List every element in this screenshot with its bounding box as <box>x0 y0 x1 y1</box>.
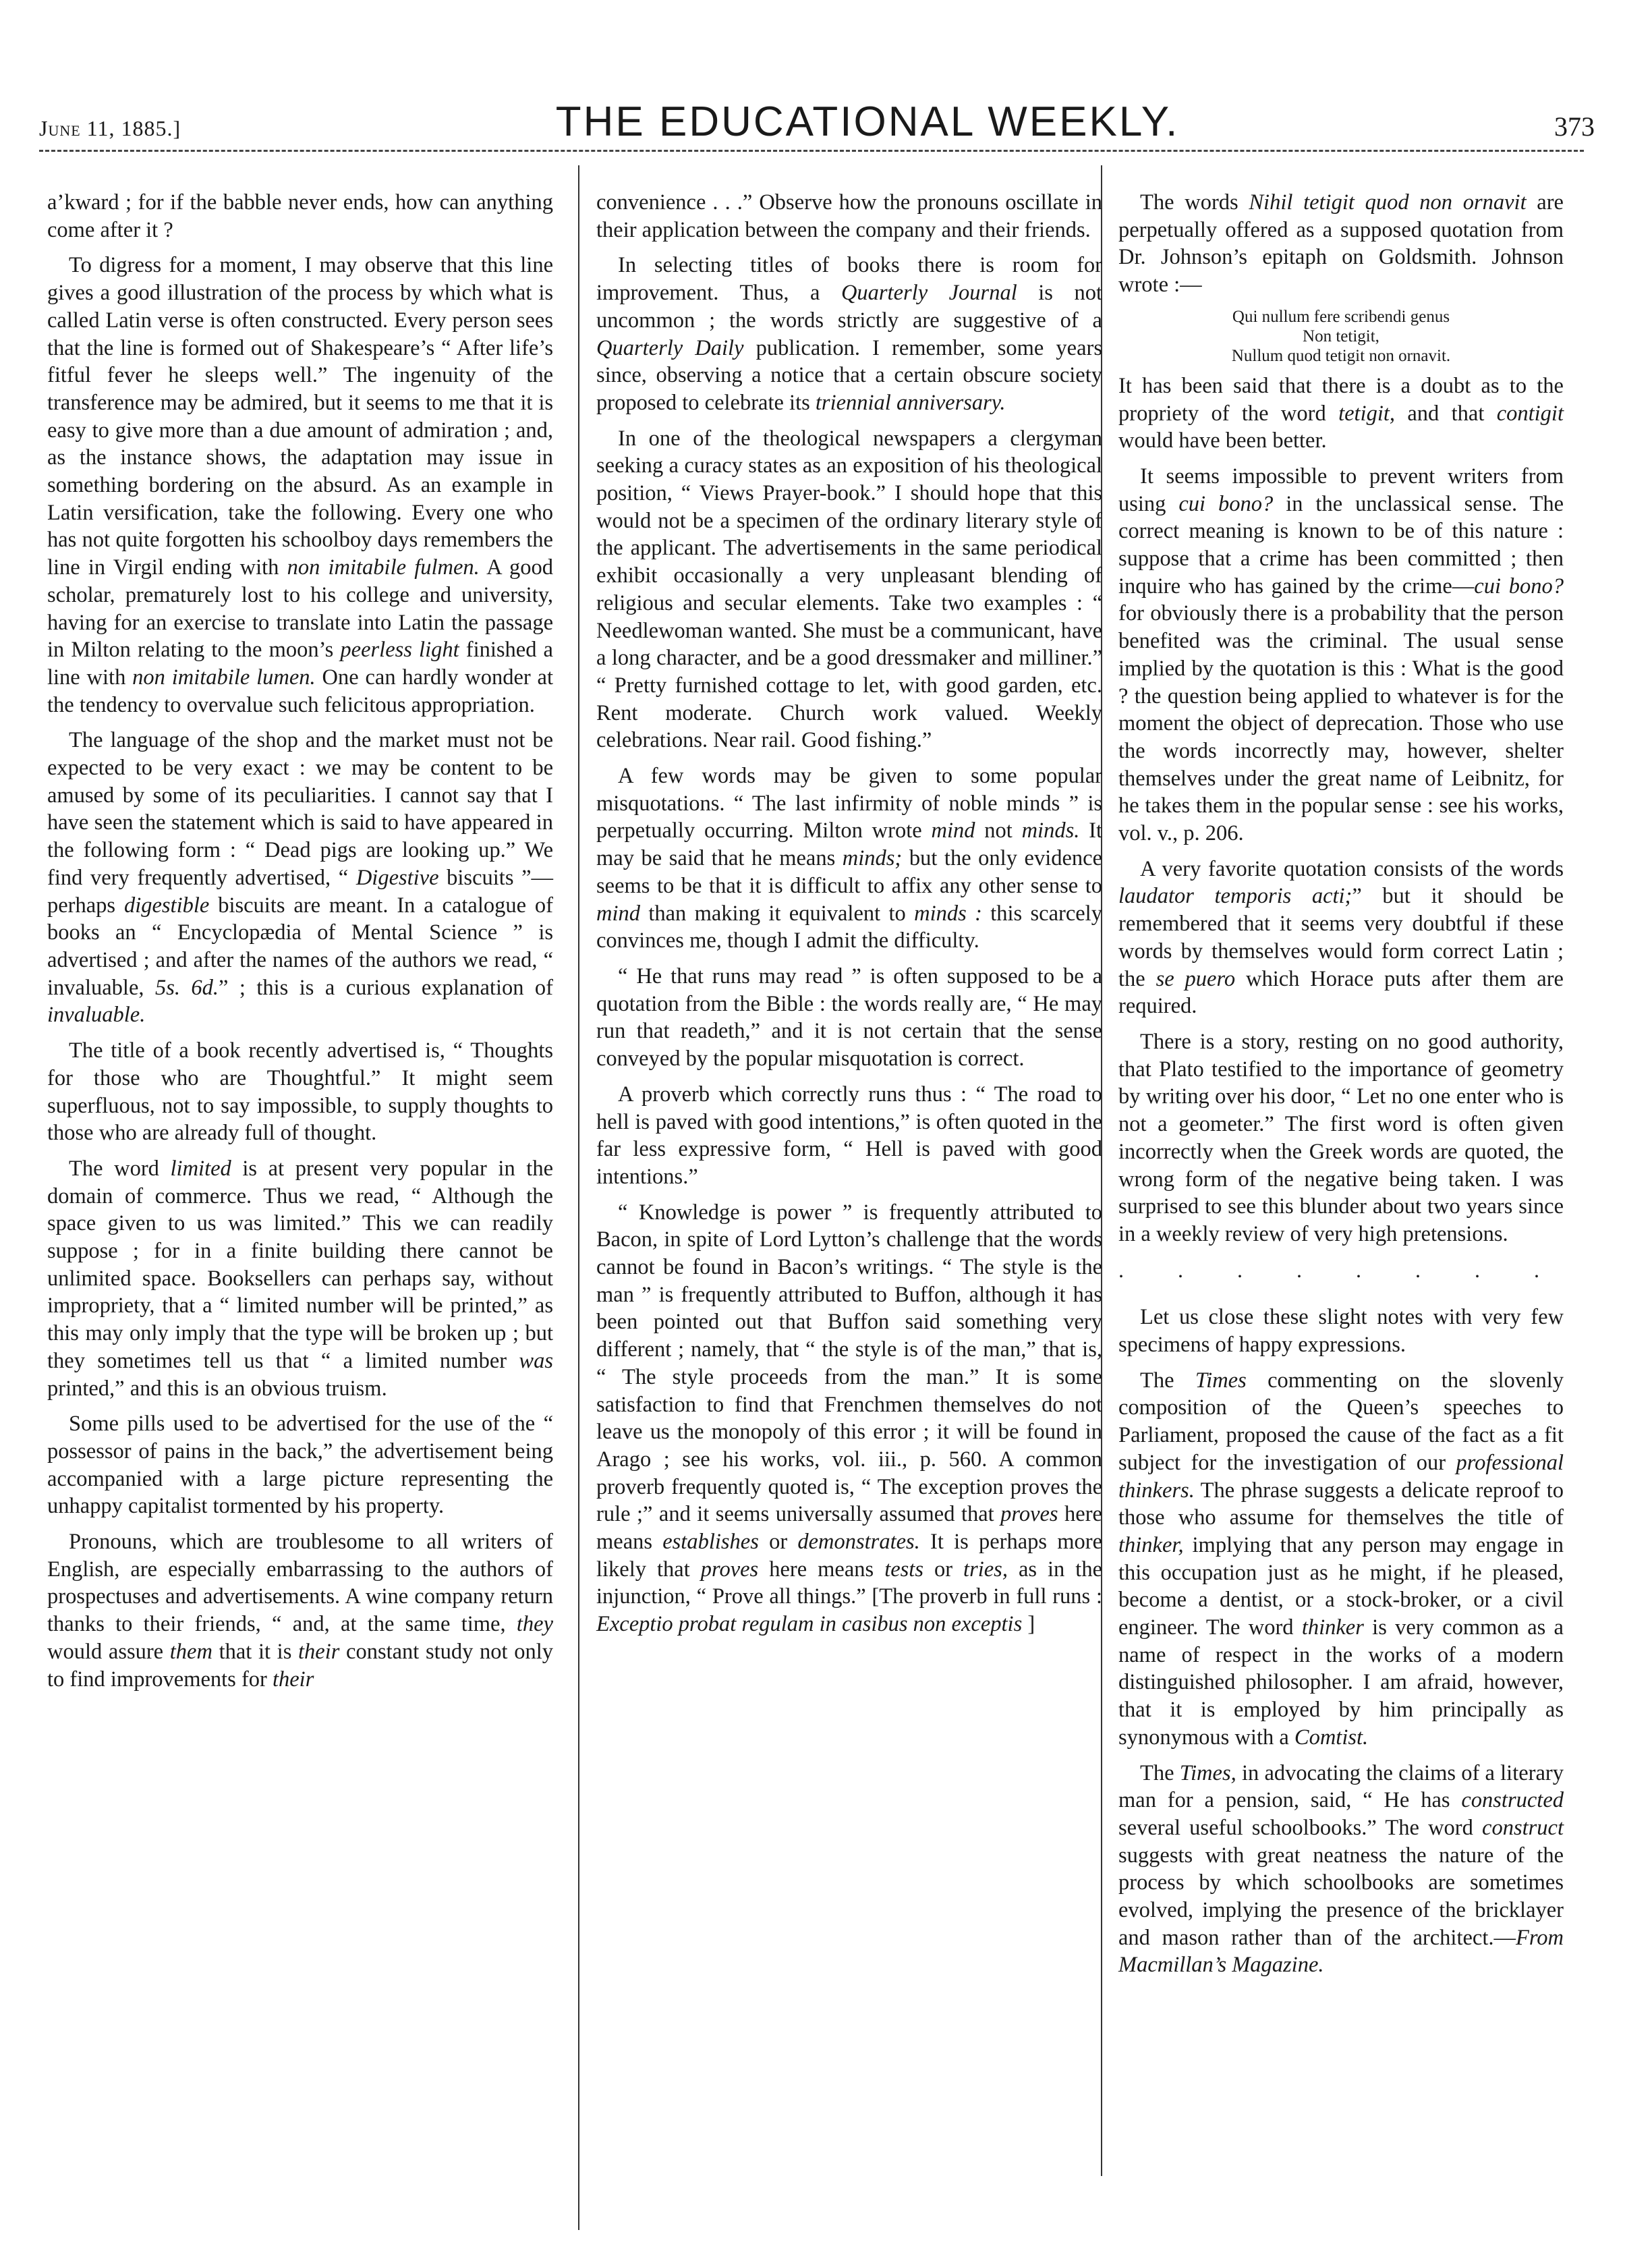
epitaph-line: Non tetigit, <box>1303 327 1379 345</box>
paragraph: To digress for a moment, I may observe that this line gives a good illustration of the process by which what is called Latin verse is often constructed. Every person sees that the line is formed out of Shakespeare’s “ After life’s fitful fever he sleeps well.” The ingenuity of the transference may be admired, but it seems to me that it is easy to give more than a due amount of admiration ; and, as the instance shows, the adaptation may issue in something bordering on the absurd. As an example in Latin versification, take the following. Every one who has not quite forgotten his schoolboy days remembers the line in Virgil ending with non imitabile fulmen. A good scholar, prematurely lost to his college and university, having for an exercise to translate into Latin the passage in Milton relating to the moon’s peerless light finished a line with non imitabile lumen. One can hardly wonder at the tendency to overvalue such felicitous appropriation. <box>47 253 553 717</box>
paragraph: The words Nihil tetigit quod non ornavit are perpetually offered as a supposed quotation from Dr. Johnson’s epitaph on Goldsmith. Johnson wrote :— <box>1118 190 1564 298</box>
paragraph: The title of a book recently advertised is, “ Thoughts for those who are Thoughtful.” It might seem superfluous, not to say impossible, to supply thoughts to those who are already full of thought. <box>47 1038 553 1146</box>
paragraph: Let us close these slight notes with very few specimens of happy expressions. <box>1118 1305 1564 1358</box>
publication-title: THE EDUCATIONAL WEEKLY. <box>555 99 1180 145</box>
paragraph: In one of the theological newspapers a clergyman seeking a curacy states as an exposition of his theological position, “ Views Prayer-book.” I should hope that this would not be a specimen of the ordinary literary style of the applicant. The advertisements in the same periodical exhibit occasionally a very unpleasant blending of religious and secular elements. Take two examples : “ Needlewoman wanted. She must be a communicant, have a long character, and be a good dressmaker and milliner.” “ Pretty furnished cottage to let, with good garden, etc. Rent moderate. Church work valued. Weekly celebrations. Near rail. Good fishing.” <box>596 426 1102 753</box>
paragraph: It seems impossible to prevent writers from using cui bono? in the unclassical sense. The correct meaning is known to be of this nature : suppose that a crime has been committed ; then inquire who has gained by the crime—cui bono? for obviously there is a probability that the person benefited was the criminal. The usual sense implied by the quotation is this : What is the good ? the question being applied to whatever is for the moment the object of deprecation. Those who use the words incorrectly may, however, shelter themselves under the great name of Leibnitz, for he takes them in the popular sense : see his works, vol. v., p. 206. <box>1118 464 1564 846</box>
paragraph: A very favorite quotation consists of the words laudator temporis acti;” but it should be remembered that it seems very doubtful if these words by themselves would form correct Latin ; the se puero which Horace puts after them are required. <box>1118 856 1564 1019</box>
paragraph: A proverb which correctly runs thus : “ The road to hell is paved with good intentions,” is often quoted in the far less expressive form, “ Hell is paved with good intentions.” <box>596 1082 1102 1189</box>
column-right <box>1118 189 1564 1987</box>
paragraph: The language of the shop and the market must not be expected to be very exact : we may be content to be amused by some of its peculiarities. I cannot say that I have seen the statement which is said to have appeared in the following form : “ Dead pigs are looking up.” We find very frequently advertised, “ Digestive biscuits ”— perhaps digestible biscuits are meant. In a catalogue of books an “ Encyclopædia of Mental Science ” is advertised ; and after the names of the authors we read, “ invaluable, 5s. 6d.” ; this is a curious explanation of invaluable. <box>47 728 553 1028</box>
epitaph-quote <box>1118 307 1564 366</box>
paragraph: In selecting titles of books there is room for improvement. Thus, a Quarterly Journal is not uncommon ; the words strictly are suggestive of a Quarterly Daily publication. I remember, some years since, observing a notice that a certain obscure society proposed to celebrate its triennial anniversary. <box>596 253 1102 415</box>
epitaph-line: Nullum quod tetigit non ornavit. <box>1231 346 1451 365</box>
page-number: 373 <box>1554 111 1595 142</box>
paragraph: convenience . . .” Observe how the pronouns oscillate in their application between the company and their friends. <box>596 190 1102 242</box>
header-rule <box>39 150 1584 152</box>
column-left <box>47 189 553 1701</box>
paragraph: a’kward ; for if the babble never ends, how can anything come after it ? <box>47 190 553 242</box>
paragraph: There is a story, resting on no good authority, that Plato testified to the importance of geometry by writing over his door, “ Let no one enter who is not a geometer.” The first word is often given incorrectly when the Greek words are quoted, the wrong form of the negative being taken. I was surprised to see this blunder about two years since in a weekly review of very high pretensions. <box>1118 1029 1564 1246</box>
paragraph: “ Knowledge is power ” is frequently attributed to Bacon, in spite of Lord Lytton’s challenge that the words cannot be found in Bacon’s writings. “ The style is the man ” is frequently attributed to Buffon, although it has been pointed out that Buffon said something very different ; namely, that “ the style is of the man,” that is, “ The style proceeds from the man.” It is some satisfaction to find that Frenchmen themselves do not leave us the monopoly of this error ; it will be found in Arago ; see his works, vol. iii., p. 560. A common proverb frequently quoted is, “ The exception proves the rule ;” and it seems universally assumed that proves here means establishes or demonstrates. It is perhaps more likely that proves here means tests or tries, as in the injunction, “ Prove all things.” [The proverb in full runs : Exceptio probat regulam in casibus non exceptis ] <box>596 1200 1103 1637</box>
issue-date: June 11, 1885.] <box>39 116 181 140</box>
column-divider <box>578 165 579 2230</box>
paragraph: The Times, in advocating the claims of a literary man for a pension, said, “ He has constructed several useful schoolbooks.” The word construct suggests with great neatness the nature of the process by which schoolbooks are sometimes evolved, implying the presence of the bricklayer and mason rather than of the architect.—From Macmillan’s Magazine. <box>1118 1760 1564 1978</box>
epitaph-line: Qui nullum fere scribendi genus <box>1232 307 1450 326</box>
paragraph: It has been said that there is a doubt as to the propriety of the word tetigit, and that contigit would have been better. <box>1118 373 1564 453</box>
paragraph: The word limited is at present very popular in the domain of commerce. Thus we read, “ Although the space given to us was limited.” This we can readily suppose ; for in a finite building there cannot be unlimited space. Booksellers can perhaps say, without impropriety, that a “ limited number will be printed,” as this may only imply that the type will be broken up ; but they sometimes tell us that “ a limited number was printed,” and this is an obvious truism. <box>47 1156 553 1401</box>
paragraph: Some pills used to be advertised for the use of the “ possessor of pains in the back,” the advertisement being accompanied with a large picture representing the unhappy capitalist tormented by his property. <box>47 1412 553 1519</box>
column-middle <box>596 189 1102 1646</box>
paragraph: A few words may be given to some popular misquotations. “ The last infirmity of noble minds ” is perpetually occurring. Milton wrote mind not minds. It may be said that he means minds; but the only evidence seems to be that it is difficult to affix any other sense to mind than making it equivalent to minds : this scarcely convinces me, though I admit the difficulty. <box>596 764 1102 953</box>
section-separator: . . . . . . . . <box>1118 1257 1564 1282</box>
paragraph: The Times commenting on the slovenly composition of the Queen’s speeches to Parliament, proposed the cause of the fact as a fit subject for the investigation of our professional thinkers. The phrase suggests a delicate reproof to those who assume for themselves the title of thinker, implying that any person may engage in this occupation just as he might, if he pleased, become a dentist, or a stock-broker, or a civil engineer. The word thinker is very common as a name of respect in the works of a modern distinguished philosopher. I am afraid, however, that it is employed by him principally as synonymous with a Comtist. <box>1118 1368 1564 1750</box>
page-header <box>39 98 1595 145</box>
paragraph: “ He that runs may read ” is often supposed to be a quotation from the Bible : the words really are, “ He may run that readeth,” and it is not certain that the sense conveyed by the popular misquotation is correct. <box>596 964 1102 1071</box>
paragraph: Pronouns, which are troublesome to all writers of English, are especially embarrassing to the authors of prospectuses and advertisements. A wine company return thanks to their friends, “ and, at the same time, they would assure them that it is their constant study not only to find improvements for their <box>47 1530 554 1692</box>
